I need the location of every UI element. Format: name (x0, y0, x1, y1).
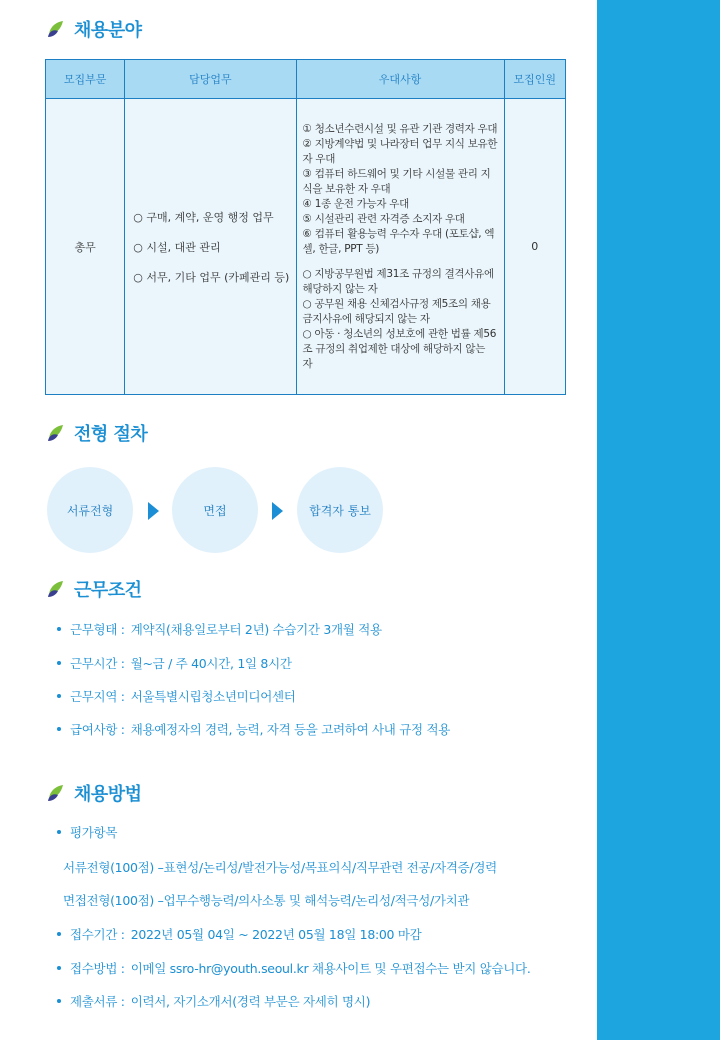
table-header-row (46, 60, 566, 99)
disq-item: ○ 지방공무원법 제31조 규정의 결격사유에 해당하지 않는 자 (302, 267, 494, 295)
right-sidebar (597, 0, 720, 1040)
section-title-text: 채용방법 (74, 784, 142, 805)
header-dept: 모집부문 (46, 60, 125, 99)
disq-item: ○ 공무원 채용 신체검사규정 제5조의 채용금지사유에 해당되지 않는 자 (302, 297, 491, 325)
leaf-icon (46, 19, 66, 39)
eval-item: 면접전형(100점) –업무수행능력/의사소통 및 해석능력/논리성/적극성/가치관 (63, 893, 470, 908)
duty-item: ○ 구매, 계약, 운영 행정 업무 (133, 210, 274, 224)
leaf-icon (46, 579, 66, 599)
section-title-field (46, 16, 142, 42)
eval-label: 평가항목 (57, 823, 117, 841)
pref-item: ③ 컴퓨터 하드웨어 및 기타 시설물 관리 지식을 보유한 자 우대 (302, 167, 491, 195)
duty-item: ○ 서무, 기타 업무 (카페관리 등) (133, 270, 290, 284)
section-title-text: 전형 절차 (74, 424, 148, 445)
step-document: 서류전형 (47, 467, 133, 553)
leaf-icon (46, 423, 66, 443)
pref-item: ② 지방계약법 및 나라장터 업무 지식 보유한 자 우대 (302, 137, 498, 165)
dept-cell: 총무 (46, 99, 125, 395)
table-row (46, 99, 566, 395)
header-count: 모집인원 (504, 60, 565, 99)
method-item: 접수기간 : 2022년 05월 04일 ~ 2022년 05월 18일 18:00 마감 (57, 925, 421, 943)
method-item: 제출서류 : 이력서, 자기소개서(경력 부문은 자세히 명시) (57, 992, 370, 1010)
duty-item: ○ 시설, 대관 관리 (133, 240, 221, 254)
condition-item: 근무지역 : 서울특별시립청소년미디어센터 (57, 687, 296, 705)
condition-item: 급여사항 : 채용예정자의 경력, 능력, 자격 등을 고려하여 사내 규정 적용 (57, 720, 450, 738)
condition-item: 근무형태 : 계약직(채용일로부터 2년) 수습기간 3개월 적용 (57, 620, 382, 638)
section-title-text: 채용분야 (74, 20, 142, 41)
disq-item: ○ 아동 · 청소년의 성보호에 관한 법률 제56조 규정의 취업제한 대상에 해당하지 않는 자 (302, 327, 497, 370)
recruit-table (45, 59, 566, 395)
pref-item: ⑤ 시설관리 관련 자격증 소지자 우대 (302, 212, 465, 225)
duty-cell (125, 99, 296, 395)
arrow-icon (148, 502, 159, 520)
section-title-method (46, 780, 142, 806)
header-duty: 담당업무 (125, 60, 296, 99)
arrow-icon (272, 502, 283, 520)
leaf-icon (46, 783, 66, 803)
section-title-text: 근무조건 (74, 580, 142, 601)
pref-item: ④ 1종 운전 가능자 우대 (302, 197, 409, 210)
step-result: 합격자 통보 (297, 467, 383, 553)
count-cell: 0 (504, 99, 565, 395)
step-interview: 면접 (172, 467, 258, 553)
section-title-conditions (46, 576, 142, 602)
pref-item: ① 청소년수련시설 및 유관 기관 경력자 우대 (302, 122, 498, 135)
header-pref: 우대사항 (296, 60, 504, 99)
eval-item: 서류전형(100점) –표현성/논리성/발전가능성/목표의식/직무관련 전공/자격증/경력 (63, 860, 497, 875)
method-item: 접수방법 : 이메일 ssro-hr@youth.seoul.kr 채용사이트 및 우편접수는 받지 않습니다. (57, 959, 531, 977)
condition-item: 근무시간 : 월~금 / 주 40시간, 1일 8시간 (57, 654, 292, 672)
section-title-process (46, 420, 147, 446)
pref-cell (296, 99, 504, 395)
pref-item: ⑥ 컴퓨터 활용능력 우수자 우대 (포토샵, 엑셀, 한글, PPT 등) (302, 227, 495, 255)
